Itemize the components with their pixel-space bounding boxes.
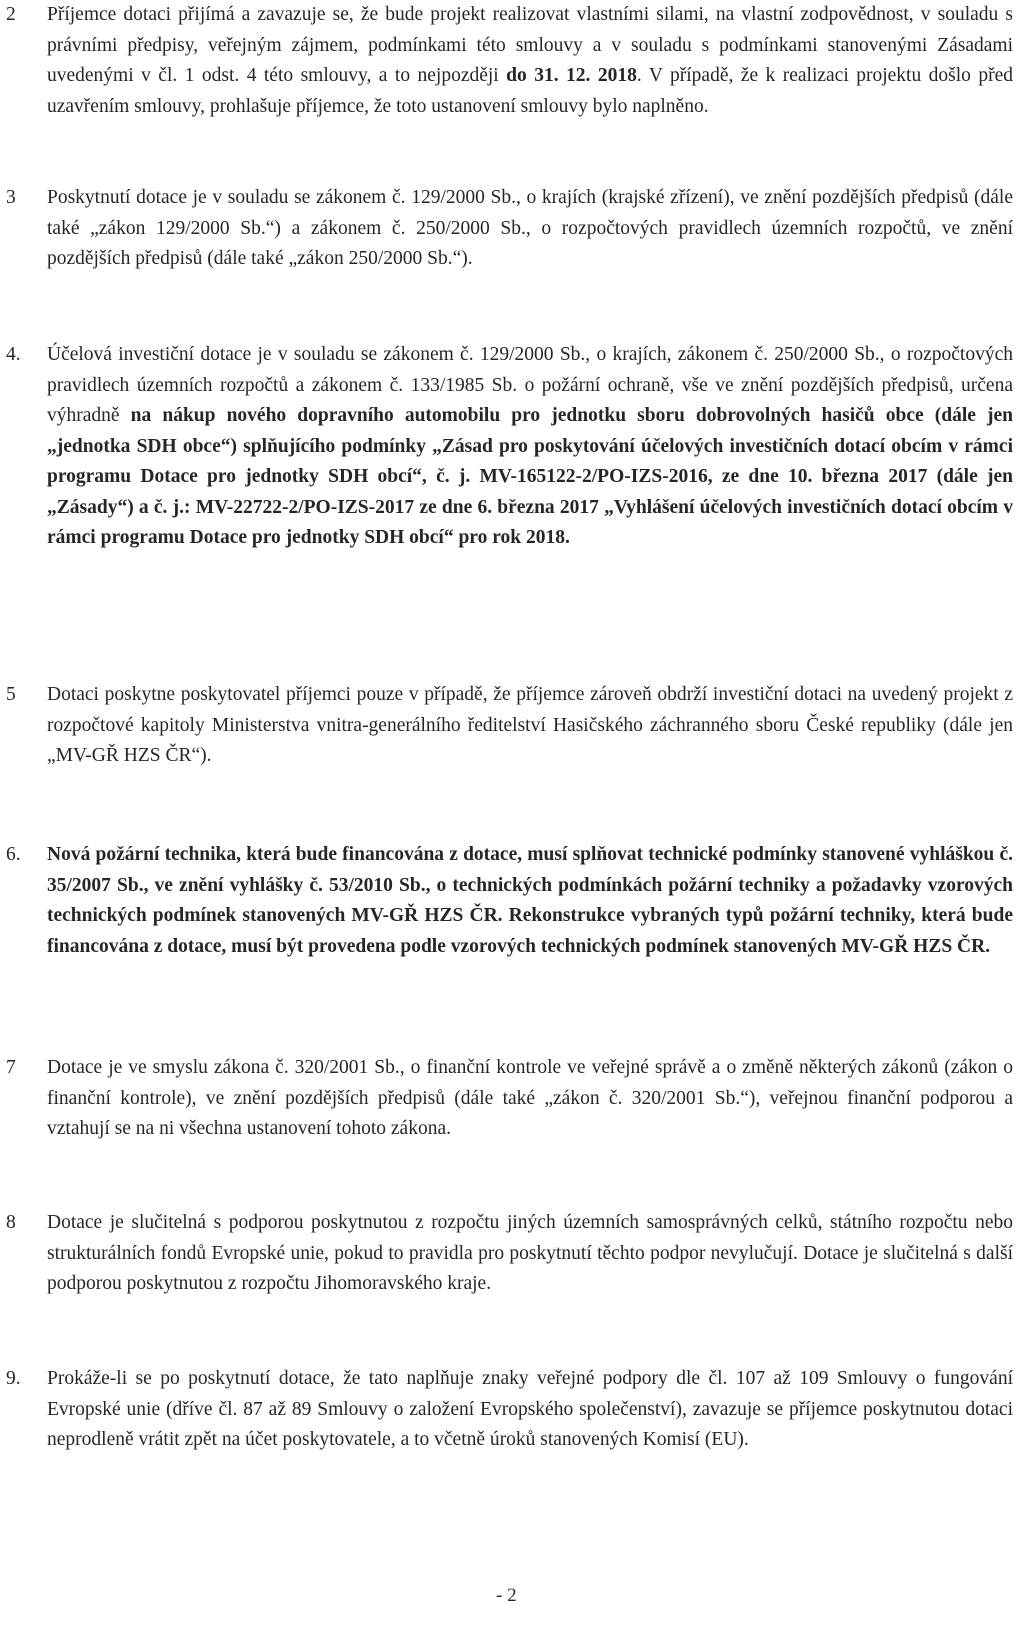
clause-text: Dotace je slučitelná s podporou poskytnutou z rozpočtu jiných územních samosprávných celků, státního rozpočtu nebo strukturálních fondů Evropské unie, pokud to pravidla pro poskytnutí těchto podpor nevylučují. Dotace je slučitelná s další podporou poskytnutou z rozpočtu Jihomoravského kraje. — [47, 1212, 1013, 1294]
clause-number: 4. — [6, 344, 21, 365]
clause-number: 3 — [6, 187, 16, 208]
clause-text: Prokáže-li se po poskytnutí dotace, že tato naplňuje znaky veřejné podpory dle čl. 107 až 109 Smlouvy o fungování Evropské unie (dříve čl. 87 až 89 Smlouvy o založení Evropského společenství), zavazuje se příjemce poskytnutou dotaci neprodleně vrátit zpět na účet poskytovatele, a to včetně úroků stanovených Komisí (EU). — [47, 1368, 1013, 1450]
clause-number: 8 — [6, 1212, 16, 1233]
clause-number: 6. — [6, 844, 21, 865]
clause-text: Dotace je ve smyslu zákona č. 320/2001 Sb., o finanční kontrole ve veřejné správě a o změně některých zákonů (zákon o finanční kontrole), ve znění pozdějších předpisů (dále také „zákon č. 320/2001 Sb.“), veřejnou finanční podporou a vztahují se na ni všechna ustanovení tohoto zákona. — [47, 1057, 1013, 1139]
clause-number: 9. — [6, 1368, 21, 1389]
clause-text: Nová požární technika, která bude financována z dotace, musí splňovat technické podmínky stanovené vyhláškou č. 35/2007 Sb., ve znění vyhlášky č. 53/2010 Sb., o technických podmínkách požární techniky a požadavky vzorových technických podmínek stanovených MV-GŘ HZS ČR. Rekonstrukce vybraných typů požární techniky, která bude financována z dotace, musí být provedena podle vzorových technických podmínek stanovených MV-GŘ HZS ČR. — [47, 844, 1013, 957]
clause-text: Dotaci poskytne poskytovatel příjemci pouze v případě, že příjemce zároveň obdrží investiční dotaci na uvedený projekt z rozpočtové kapitoly Ministerstva vnitra-generálního ředitelství Hasičského záchranného sboru České republiky (dále jen „MV-GŘ HZS ČR“). — [47, 684, 1013, 766]
clause-number: 5 — [6, 684, 16, 705]
clause-text: Účelová investiční dotace je v souladu se zákonem č. 129/2000 Sb., o krajích, zákonem č. 250/2000 Sb., o rozpočtových pravidlech územních rozpočtů a zákonem č. 133/1985 Sb. o požární ochraně, vše ve znění pozdějších předpisů, určena výhradně na nákup nového dopravního automobilu pro jednotku sboru dobrovolných hasičů obce (dále jen „jednotka SDH obce“) splňujícího podmínky „Zásad pro poskytování účelových investičních dotací obcím v rámci programu Dotace pro jednotky SDH obcí“, č. j. MV-165122-2/PO-IZS-2016, ze dne 10. března 2017 (dále jen „Zásady“) a č. j.: MV-22722-2/PO-IZS-2017 ze dne 6. března 2017 „Vyhlášení účelových investičních dotací obcím v rámci programu Dotace pro jednotky SDH obcí“ pro rok 2018. — [47, 344, 1013, 548]
clause-text: Poskytnutí dotace je v souladu se zákonem č. 129/2000 Sb., o krajích (krajské zřízení), ve znění pozdějších předpisů (dále také „zákon 129/2000 Sb.“) a zákonem č. 250/2000 Sb., o rozpočtových pravidlech územních rozpočtů, ve znění pozdějších předpisů (dále také „zákon 250/2000 Sb.“). — [47, 187, 1013, 269]
page-number: - 2 — [496, 1585, 517, 1606]
clause-number: 7 — [6, 1057, 16, 1078]
clause-text: Příjemce dotaci přijímá a zavazuje se, že bude projekt realizovat vlastními silami, na vlastní zodpovědnost, v souladu s právními předpisy, veřejným zájmem, podmínkami této smlouvy a v souladu s podmínkami stanovenými Zásadami uvedenými v čl. 1 odst. 4 této smlouvy, a to nejpozději do 31. 12. 2018. V případě, že k realizaci projektu došlo před uzavřením smlouvy, prohlašuje příjemce, že toto ustanovení smlouvy bylo naplněno. — [47, 4, 1013, 117]
clause-number: 2 — [6, 4, 16, 25]
